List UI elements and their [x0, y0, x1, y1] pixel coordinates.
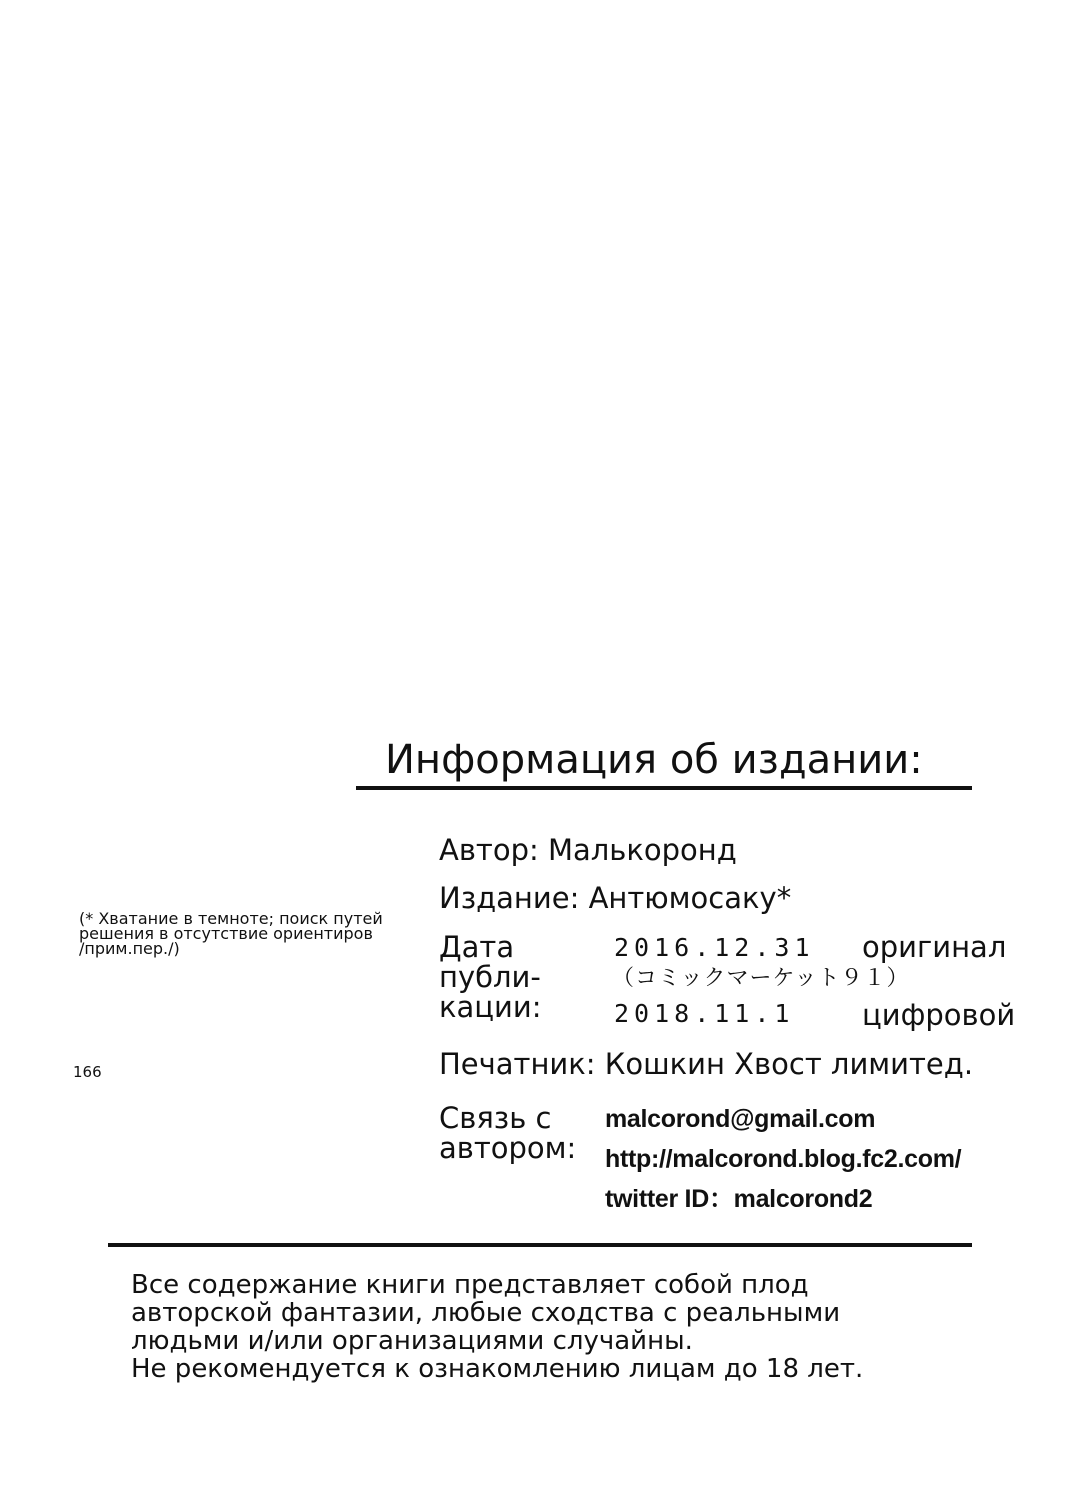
original-label: оригинал [862, 930, 1007, 964]
disclaimer-text: Все содержание книги представляет собой плод авторской фантазии, любые сходства с реальными людьми и/или организациями случайны. Не рекомендуется к ознакомлению лицам до 18 лет. [131, 1270, 864, 1384]
page-title: Информация об издании: [385, 737, 923, 783]
page-number: 166 [73, 1063, 102, 1081]
contact-blog: http://malcorond.blog.fc2.com/ [605, 1145, 962, 1173]
event-name: （コミックマーケット９１） [612, 966, 910, 991]
author-line: Автор: Малькоронд [439, 833, 737, 867]
contact-label: Связь с автором: [439, 1101, 577, 1165]
translator-note: (* Хватание в темноте; поиск путей решения в отсутствие ориентиров /прим.пер./) [79, 909, 383, 958]
digital-date: 2018.11.1 [614, 999, 795, 1028]
edition-line: Издание: Антюмосаку* [439, 881, 792, 915]
printer-line: Печатник: Кошкин Хвост лимитед. [439, 1047, 974, 1081]
digital-label: цифровой [862, 998, 1016, 1032]
contact-email: malcorond@gmail.com [605, 1105, 876, 1133]
publication-date-label: Дата публи- кации: [439, 930, 542, 1024]
contact-twitter: twitter ID：malcorond2 [605, 1185, 873, 1213]
title-divider [356, 786, 972, 790]
disclaimer-divider [108, 1243, 972, 1247]
original-date: 2016.12.31 [614, 933, 815, 962]
